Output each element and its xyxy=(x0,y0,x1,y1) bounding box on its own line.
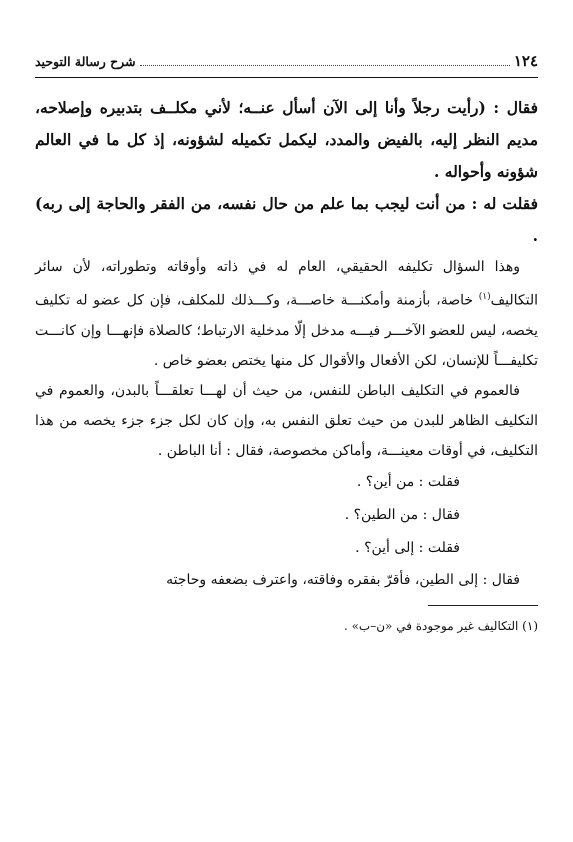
paragraph-quote-1: فقال : (رأيت رجلاً وأنا إلى الآن أسأل عنــه؛ لأني مكلــف بتدبيره وإصلاحه، مديم النظر إليه، بالفيض والمدد، ليكمل تكميله لشؤونه، إذ كل ما في العالم شؤونه وأحواله . xyxy=(35,98,538,181)
page-body xyxy=(35,92,538,636)
footnote-separator xyxy=(428,605,538,606)
dialog-line: فقلت : من أين؟ . xyxy=(356,473,460,490)
paragraph-last-line: فقال : إلى الطين، فأقرّ بفقره وفاقته، واعترف بضعفه وحاجته xyxy=(166,571,520,588)
running-header xyxy=(35,52,538,78)
paragraph-text: وهذا السؤال تكليفه الحقيقي، العام له في ذاته وأوقاته وتطوراته، لأن سائر التكاليف xyxy=(35,259,538,309)
paragraph-commentary-1 xyxy=(35,252,538,376)
paragraph-text: خاصة، بأزمنة وأمكنـــة خاصـــة، وكـــذلك للمكلف، فإن كل عضو له تكليف يخصه، ليس للعضو الآخـــر فيـــه مدخل إلّا مدخلية الارتباط؛ كالصلاة فإنهـــا وإن كانـــت تكليفـــاً للإنسان، لكن الأفعال والأقوال كل منها يختص بعضو خاص . xyxy=(35,292,538,369)
dialog-line: فقلت : إلى أين؟ . xyxy=(355,539,460,556)
paragraph-quote-2: فقلت له : من أنت ليجب بما علم من حال نفسه، من الفقر والحاجة إلى ربه) . xyxy=(35,194,538,245)
footnote: (١) التكاليف غير موجودة في «ن–ب» . xyxy=(343,618,538,633)
paragraph-commentary-2: فالعموم في التكليف الباطن للنفس، من حيث أن لهـــا تعلقـــاً بالبدن، والعموم في التكليف الظاهر للبدن من حيث تعلق النفس به، وإن كان لكل جزء جزء يخصه من هذا التكليف، في أوقات معينـــة، وأماكن مخصوصة، فقال : أنا الباطن . xyxy=(35,382,538,459)
book-page xyxy=(35,52,538,636)
footnote-reference: (١) xyxy=(478,292,491,302)
book-title: شرح رسالة التوحيد xyxy=(35,54,136,69)
dialog-line: فقال : من الطين؟ . xyxy=(344,506,460,523)
header-dotted-leader xyxy=(140,64,510,66)
page-number: ١٢٤ xyxy=(513,52,538,70)
